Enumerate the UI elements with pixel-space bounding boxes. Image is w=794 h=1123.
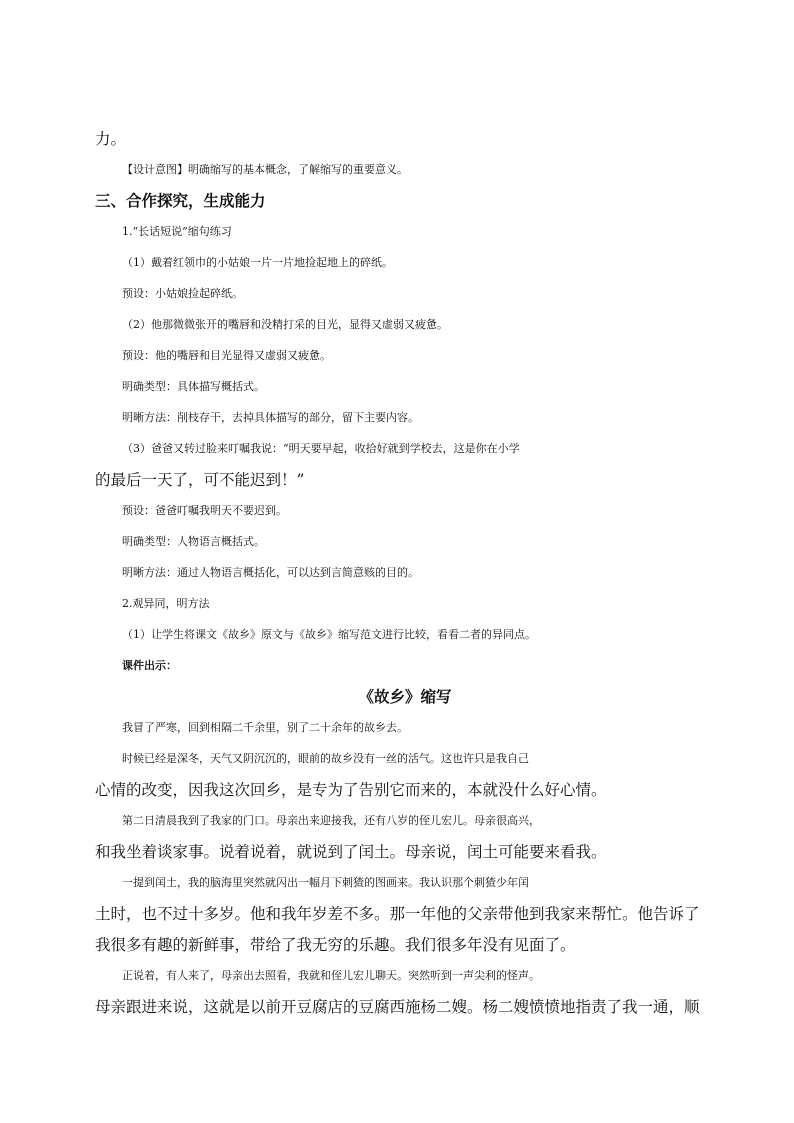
- courseware-label: 课件出示：: [122, 659, 177, 672]
- text-line: 预设：他的嘴唇和目光显得又虚弱又疲惫。: [122, 349, 331, 362]
- subheading: 2.观异同，明方法: [122, 597, 210, 610]
- text-line: 预设：爸爸叮嘱我明天不要迟到。: [122, 504, 287, 517]
- design-intent-line: 【设计意图】明确缩写的基本概念，了解缩写的重要意义。: [122, 163, 408, 176]
- text-line: （1）戴着红领巾的小姑娘一片一片地捡起地上的碎纸。: [122, 256, 393, 269]
- excerpt-line: 正说着，有人来了，母亲出去照看，我就和侄儿宏儿聊天。突然听到一声尖利的怪声。: [122, 969, 540, 982]
- text-line: （2）他那微微张开的嘴唇和没精打采的目光，显得又虚弱又疲惫。: [122, 318, 448, 331]
- text-line: 预设：小姑娘捡起碎纸。: [122, 287, 243, 300]
- excerpt-line: 一提到闰土，我的脑海里突然就闪出一幅月下刺猹的图画来。我认识那个刺猹少年闰: [122, 876, 529, 889]
- text-line: （3）爸爸又转过脸来叮嘱我说：“明天要早起，收拾好就到学校去，这是你在小学: [122, 442, 520, 455]
- text-line: （1）让学生将课文《故乡》原文与《故乡》缩写范文进行比较，看看二者的异同点。: [122, 628, 536, 641]
- excerpt-line: 我很多有趣的新鲜事，带给了我无穷的乐趣。我们很多年没有见面了。: [95, 936, 576, 954]
- section-heading: 三、合作探究，生成能力: [95, 191, 266, 210]
- text-line: 的最后一天了，可不能迟到！”: [95, 471, 305, 489]
- excerpt-line: 心情的改变，因我这次回乡，是专为了告别它而来的，本就没什么好心情。: [95, 781, 607, 799]
- text-line: 力。: [95, 130, 127, 148]
- excerpt-line: 时候已经是深冬，天气又阴沉沉的，眼前的故乡没有一丝的活气。这也许只是我自己: [122, 752, 529, 765]
- text-line: 明晰方法：削枝存干，去掉具体描写的部分，留下主要内容。: [122, 411, 419, 424]
- excerpt-line: 和我坐着谈家事。说着说着，就说到了闰土。母亲说，闰土可能要来看我。: [95, 843, 607, 861]
- excerpt-line: 土时，也不过十多岁。他和我年岁差不多。那一年他的父亲带他到我家来帮忙。他告诉了: [95, 905, 700, 923]
- text-line: 明确类型：具体描写概括式。: [122, 380, 265, 393]
- text-line: 明晰方法：通过人物语言概括化，可以达到言简意赅的目的。: [122, 566, 419, 579]
- text-line: 明确类型：人物语言概括式。: [122, 535, 265, 548]
- excerpt-line: 母亲跟进来说，这就是以前开豆腐店的豆腐西施杨二嫂。杨二嫂愤愤地指责了我一通，顺: [95, 998, 700, 1016]
- excerpt-line: 我冒了严寒，回到相隔二千余里，别了二十余年的故乡去。: [122, 721, 408, 734]
- excerpt-line: 第二日清晨我到了我家的门口。母亲出来迎接我，还有八岁的侄儿宏儿。母亲很高兴，: [122, 814, 540, 827]
- subheading: 1.“长话短说”缩句练习: [122, 225, 232, 238]
- excerpt-title: 《故乡》缩写: [358, 687, 452, 706]
